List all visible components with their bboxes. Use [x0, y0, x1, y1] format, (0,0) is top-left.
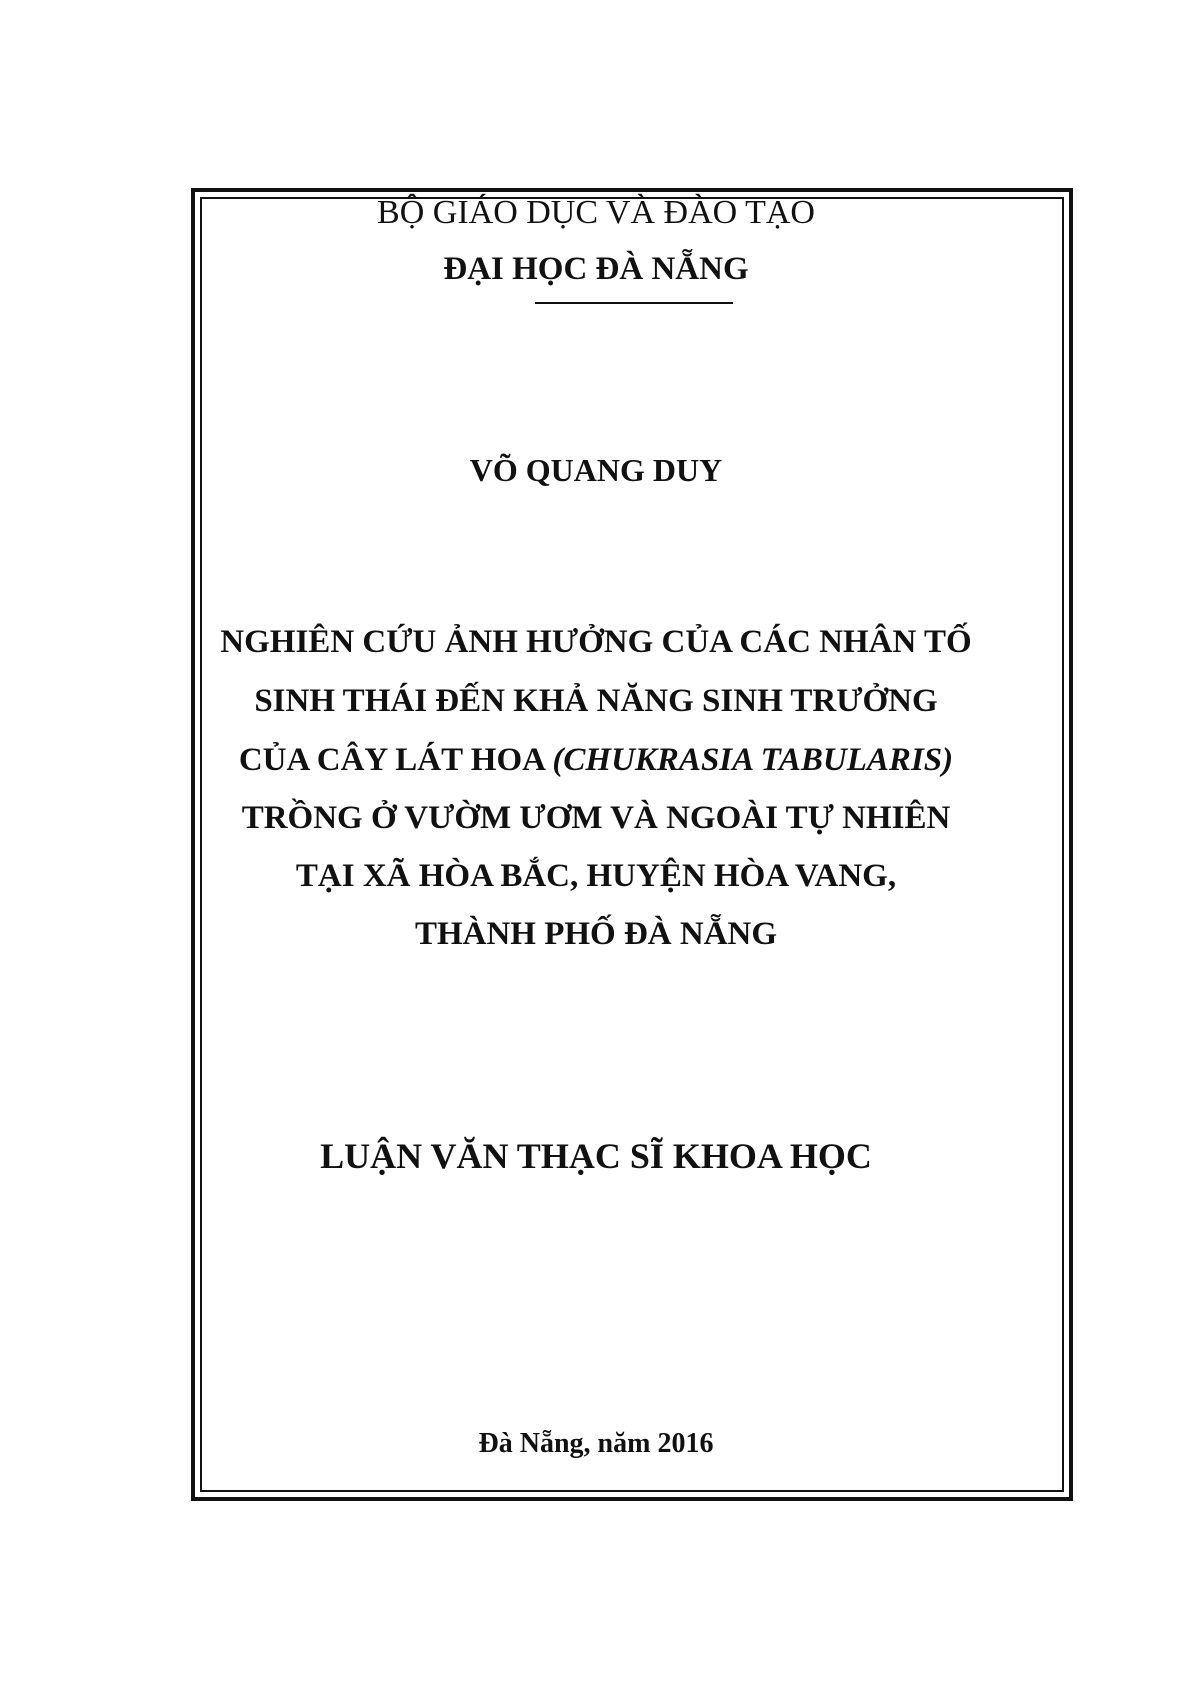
thesis-title-line-3	[0, 742, 1192, 779]
thesis-title-line-4: TRỒNG Ở VƯỜM ƯƠM VÀ NGOÀI TỰ NHIÊN	[241, 800, 951, 836]
header-divider	[535, 302, 733, 304]
author-name: VÕ QUANG DUY	[469, 452, 723, 488]
thesis-title-line-2: SINH THÁI ĐẾN KHẢ NĂNG SINH TRƯỞNG	[254, 683, 938, 719]
place-and-year: Đà Nẵng, năm 2016	[478, 1428, 714, 1459]
cover-border-inner	[200, 197, 1064, 1492]
thesis-title-line-1: NGHIÊN CỨU ẢNH HƯỞNG CỦA CÁC NHÂN TỐ	[220, 624, 972, 660]
thesis-title-line-6: THÀNH PHỐ ĐÀ NẴNG	[414, 916, 778, 952]
thesis-title-species-name: (CHUKRASIA TABULARIS)	[552, 742, 954, 778]
thesis-title-line-5: TẠI XÃ HÒA BẮC, HUYỆN HÒA VANG,	[295, 858, 897, 894]
degree-type: LUẬN VĂN THẠC SĨ KHOA HỌC	[320, 1136, 872, 1176]
thesis-title-line-3-text: CỦA CÂY LÁT HOA	[238, 742, 545, 778]
university-name: ĐẠI HỌC ĐÀ NẴNG	[443, 251, 749, 287]
ministry-name: BỘ GIÁO DỤC VÀ ĐÀO TẠO	[377, 194, 815, 231]
cover-border-outer	[191, 188, 1073, 1501]
